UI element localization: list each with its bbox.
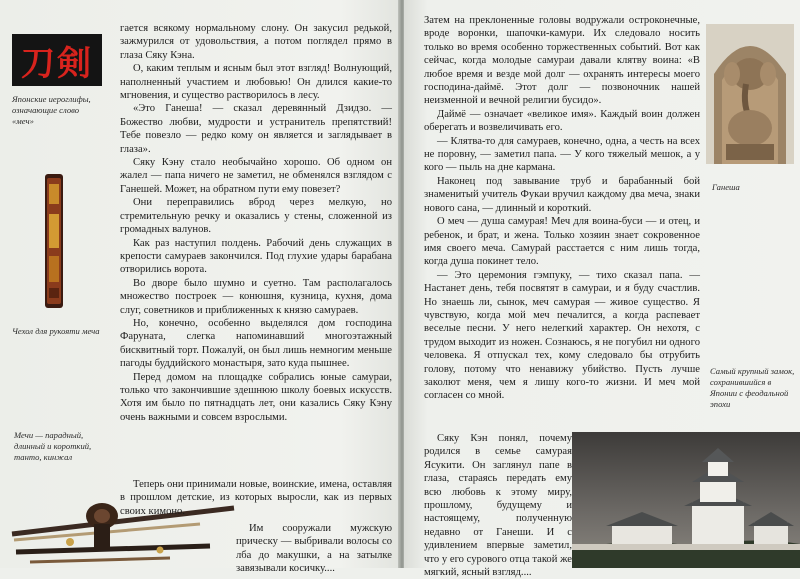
paragraph: Они переправились вброд через мелкую, но стремительную речку и оказались у стены, сложенной из громадных валунов. (120, 197, 392, 236)
paragraph: Сяку Кэн понял, почему родился в семье самурая Ясукити. Он заглянул папе в глаза, стараясь передать ему всю любовь к этому миру, прошлому, будущему и настоящему, полученную недавно от Ганеши. И с удивлением впервые заметил, что у его сурового отца такой же мягкий, ясный взгляд.... (424, 433, 572, 579)
sword-sheath-image (40, 174, 68, 308)
paragraph: О, каким теплым и ясным был этот взгляд! Волнующий, наполненный участием и любовью! Он длился какие-то мгновения, и существо растворилось в лесу. (120, 63, 392, 102)
kanji-sword-logo (12, 34, 102, 86)
paragraph: Затем на преклоненные головы водружали остроконечные, вроде воронки, шапочки-камури. Их следовало носить только во время особенно торжественных событий. Вот как сейчас, когда молодые самураи давали клятву воина: «В любое время и везде мой долг — охранять интересы моего господина-даймё. Этот долг — позвоночник нашей неизменной и вечной религии бусидо». (424, 15, 700, 107)
caption-swords: Мечи — парадный, длинный и короткий, танто, кинжал (14, 430, 92, 462)
paragraph: Во дворе было шумно и суетно. Там располагалось множество построек — конюшня, кузница, кухня, дома слуг, советников и приближенных к князю самураев. (120, 277, 392, 316)
paragraph: Теперь они принимали новые, воинские, имена, оставляя в прошлом детские, из которых выросли, как из первых своих кимоно. (120, 479, 392, 517)
caption-castle: Самый крупный замок, сохранившийся в Японии с феодальной эпохи (710, 366, 795, 409)
caption-kanji: Японские иероглифы, означающие слово «меч» (12, 94, 91, 126)
paragraph: — Клятва-то для самураев, конечно, одна, а честь на всех не поровну, — заметил папа. — У кого тяжелый мешок, а у кого — пыль на дне кармана. (424, 135, 700, 174)
paragraph: Но, конечно, особенно выделялся дом господина Фаруната, слегка напоминавший многоэтажный бисквитный торт. Пожалуй, он был лишь немногим меньше пагоды буддийского монастыря, зато куда пышнее. (120, 317, 392, 370)
paragraph: Им сооружали мужскую прическу — выбривали волосы со лба до макушки, а на затылке завязывали косичку.... (236, 523, 392, 575)
paragraph: Перед домом на площадке собрались юные самураи, только что закончившие здешнюю школу боевых искусств. Хотя им было по пятнадцать лет, они казались Сяку Кэну очень важными и совсем взрослыми. (120, 371, 392, 423)
paragraph: Даймё — означает «великое имя». Каждый воин должен оберегать и возвеличивать его. (424, 108, 700, 134)
right-text-column-lower (424, 432, 572, 579)
ganesha-statue-image (706, 24, 794, 164)
castle-photo-image (572, 432, 800, 568)
paragraph: Наконец под завывание труб и барабанный бой знаменитый учитель Фукаи вручил каждому два меча, знаки нового сана, — длинный и короткий. (424, 175, 700, 214)
caption-ganesha: Ганеша (712, 182, 740, 192)
paragraph: Сяку Кэну стало необычайно хорошо. Об одном он жалел — папа ничего не заметил, не обменялся взглядом с Ганешей. Может, на обратном пути ему повезет? (120, 157, 392, 195)
paragraph: О меч — душа самурая! Меч для воина-буси — и отец, и ребенок, и брат, и жена. Только хозяин знает сокровенное имя своего меча. Самурай расстается с ним лишь тогда, когда душа покинет тело. (424, 216, 700, 268)
left-text-column-lower-b (236, 522, 392, 576)
paragraph: Как раз наступил полдень. Рабочий день служащих в крепости самураев закончился. Под глухие удары барабана отворились ворота. (120, 237, 392, 276)
paragraph: — Это церемония гэмпуку, — тихо сказал папа. — Настанет день, тебя посвятят в самураи, и я буду счастлив. Но знаешь ли, сынок, меч самурая — живое существо. Я чувствую, когда мой меч печалится, а когда распевает веселые песни. У него нелегкий характер. Он нехотя, с трудом выходит из ножен. Сознаюсь, я не погубил ни одного человека. Я отпускал тех, кому следовало бы отрубить голову, потому что ненавижу убийство. Пусть лучше заколют меня, чем я лишу кого-то жизни. И меч мой согласен со мной. (424, 269, 700, 402)
left-text-column (120, 22, 392, 424)
right-text-column (424, 14, 700, 403)
paragraph: «Это Ганеша! — сказал деревянный Дзидзо. — Божество любви, мудрости и устранитель препятствий! Тебе повезло — редко кому он является и заглядывает в глаза». (120, 103, 392, 155)
left-text-column-lower-a (120, 478, 392, 518)
paragraph: гается всякому нормальному слону. Он закусил редькой, зажмурился от удовольствия, а потом поглядел прямо в глаза Сяку Кэна. (120, 23, 392, 61)
left-page (0, 0, 400, 575)
kanji-text: 刀剣 (21, 43, 93, 84)
caption-sheath: Чехол для рукояти меча (12, 326, 100, 336)
